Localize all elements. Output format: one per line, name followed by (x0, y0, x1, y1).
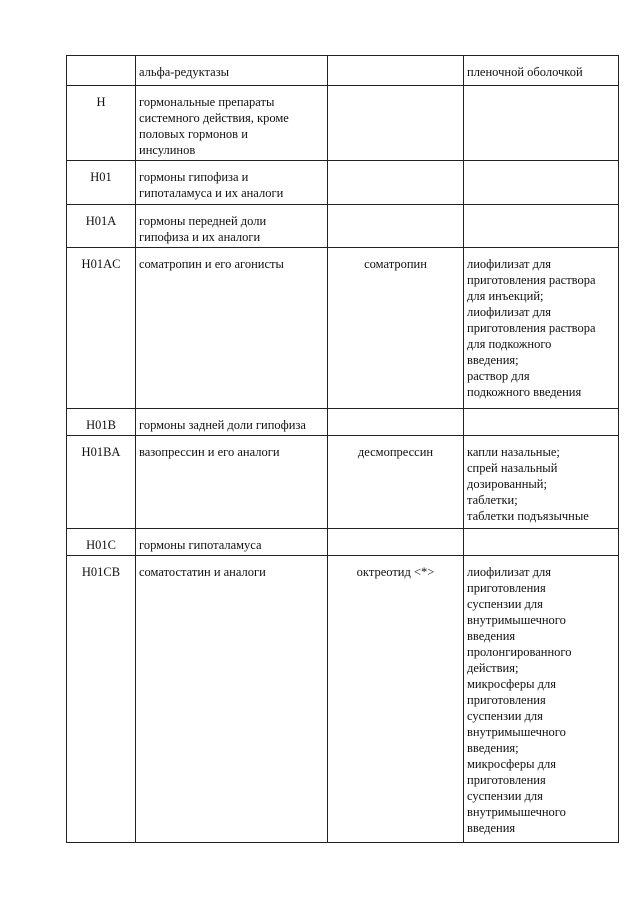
group-name-cell: вазопрессин и его аналоги (136, 436, 328, 529)
table-row (67, 248, 619, 409)
group-name-cell: гормоны передней доли гипофиза и их аналоги (136, 205, 328, 248)
dosage-form-cell: пленочной оболочкой (464, 56, 619, 86)
table-row (67, 205, 619, 248)
dosage-form-cell: лиофилизат для приготовления раствора для инъекций; лиофилизат для приготовления раствора для подкожного введения; раствор для подкожного введения (464, 248, 619, 409)
atc-code-cell: H01 (67, 161, 136, 205)
group-name-cell: гормоны гипофиза и гипоталамуса и их аналоги (136, 161, 328, 205)
atc-code-cell: H01A (67, 205, 136, 248)
dosage-form-cell: лиофилизат для приготовления суспензии для внутримышечного введения пролонгированного действия; микросферы для приготовления суспензии для внутримышечного введения; микросферы для приготовления суспензии для внутримышечного введения (464, 556, 619, 843)
table-row (67, 161, 619, 205)
table-row (67, 56, 619, 86)
inn-cell: десмопрессин (328, 436, 464, 529)
atc-code-cell: H01CB (67, 556, 136, 843)
atc-code-cell: H01AC (67, 248, 136, 409)
drug-classification-table (66, 55, 619, 843)
table-row (67, 436, 619, 529)
inn-cell (328, 161, 464, 205)
inn-cell (328, 86, 464, 161)
table-row (67, 86, 619, 161)
inn-cell (328, 409, 464, 436)
atc-code-cell: H01C (67, 529, 136, 556)
inn-cell: соматропин (328, 248, 464, 409)
atc-code-cell (67, 56, 136, 86)
dosage-form-cell (464, 529, 619, 556)
group-name-cell: гормональные препараты системного действия, кроме половых гормонов и инсулинов (136, 86, 328, 161)
dosage-form-cell (464, 205, 619, 248)
atc-code-cell: H (67, 86, 136, 161)
group-name-cell: альфа-редуктазы (136, 56, 328, 86)
inn-cell: октреотид <*> (328, 556, 464, 843)
group-name-cell: соматостатин и аналоги (136, 556, 328, 843)
group-name-cell: соматропин и его агонисты (136, 248, 328, 409)
group-name-cell: гормоны задней доли гипофиза (136, 409, 328, 436)
table-row (67, 529, 619, 556)
dosage-form-cell: капли назальные; спрей назальный дозированный; таблетки; таблетки подъязычные (464, 436, 619, 529)
table-row (67, 556, 619, 843)
table-row (67, 409, 619, 436)
group-name-cell: гормоны гипоталамуса (136, 529, 328, 556)
inn-cell (328, 529, 464, 556)
dosage-form-cell (464, 161, 619, 205)
dosage-form-cell (464, 409, 619, 436)
inn-cell (328, 205, 464, 248)
atc-code-cell: H01B (67, 409, 136, 436)
dosage-form-cell (464, 86, 619, 161)
inn-cell (328, 56, 464, 86)
atc-code-cell: H01BA (67, 436, 136, 529)
